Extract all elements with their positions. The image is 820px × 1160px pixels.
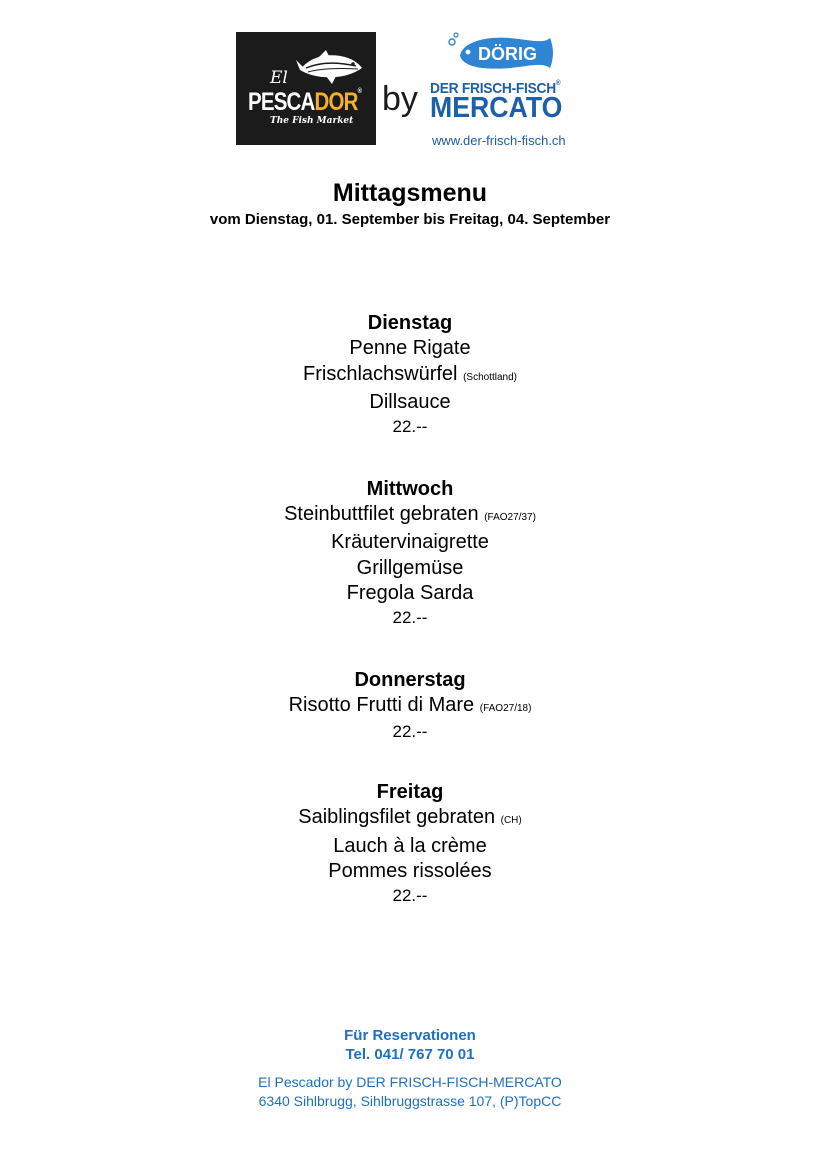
address: 6340 Sihlbrugg, Sihlbruggstrasse 107, (P)TopCC: [258, 1093, 562, 1109]
day-mittwoch: [0, 476, 820, 629]
dish-line: Grillgemüse: [356, 556, 464, 579]
origin-note: (FAO27/37): [484, 511, 536, 523]
dish-line: Fregola Sarda: [346, 582, 474, 604]
price: 22.--: [392, 885, 428, 905]
logo-pescador-text: PESCADOR®: [248, 88, 362, 116]
dish-line: Saiblingsfilet gebraten (CH): [298, 806, 522, 828]
phone-number: Tel. 041/ 767 70 01: [345, 1046, 475, 1063]
doerig-fish-icon: [446, 32, 562, 78]
day-freitag: [0, 779, 820, 907]
logo-el-text: El: [270, 68, 288, 88]
menu-header: [0, 178, 820, 230]
day-name: Freitag: [376, 781, 444, 803]
logo-mercato-text: MERCATO: [430, 92, 563, 124]
dish-line: Steinbuttfilet gebraten (FAO27/37): [284, 502, 536, 525]
der-frisch-fisch-logo: [428, 32, 588, 148]
origin-note: (FAO27/18): [479, 702, 532, 714]
el-pescador-logo: [236, 32, 376, 145]
logo-banner: [236, 32, 586, 148]
dish-line: Pommes rissolées: [328, 860, 492, 882]
logo-by-text: by: [382, 80, 418, 118]
origin-note: (Schottland): [463, 371, 517, 383]
menu-days: [0, 310, 820, 943]
dish-line: Frischlachswürfel (Schottland): [303, 362, 517, 385]
dish-line: Kräutervinaigrette: [331, 531, 489, 553]
day-donnerstag: [0, 667, 820, 744]
reservation-label: Für Reservationen: [344, 1027, 476, 1044]
logo-tagline: The Fish Market: [270, 116, 354, 126]
dish-line: Risotto Frutti di Mare (FAO27/18): [288, 693, 532, 716]
day-name: Dienstag: [367, 312, 453, 334]
origin-note: (CH): [500, 815, 522, 826]
date-range: vom Dienstag, 01. September bis Freitag, 04. September: [209, 211, 611, 228]
logo-website-url: www.der-frisch-fisch.ch: [432, 133, 566, 148]
logo-fish-text: DÖRIG: [478, 44, 538, 64]
dish-line: Lauch à la crème: [333, 834, 487, 857]
day-name: Mittwoch: [366, 477, 454, 500]
day-name: Donnerstag: [354, 668, 466, 691]
page-title: Mittagsmenu: [332, 179, 488, 207]
company-name: El Pescador by DER FRISCH-FISCH-MERCATO: [258, 1074, 562, 1090]
price: 22.--: [392, 607, 428, 627]
logo-frisch-fisch-text: DER FRISCH-FISCH®: [430, 80, 561, 97]
dish-line: Dillsauce: [369, 391, 451, 413]
footer: [0, 1026, 820, 1111]
dish-line: Penne Rigate: [349, 337, 471, 359]
price: 22.--: [392, 416, 428, 436]
day-dienstag: [0, 310, 820, 438]
price: 22.--: [392, 722, 428, 741]
tuna-fish-icon: [296, 46, 368, 88]
